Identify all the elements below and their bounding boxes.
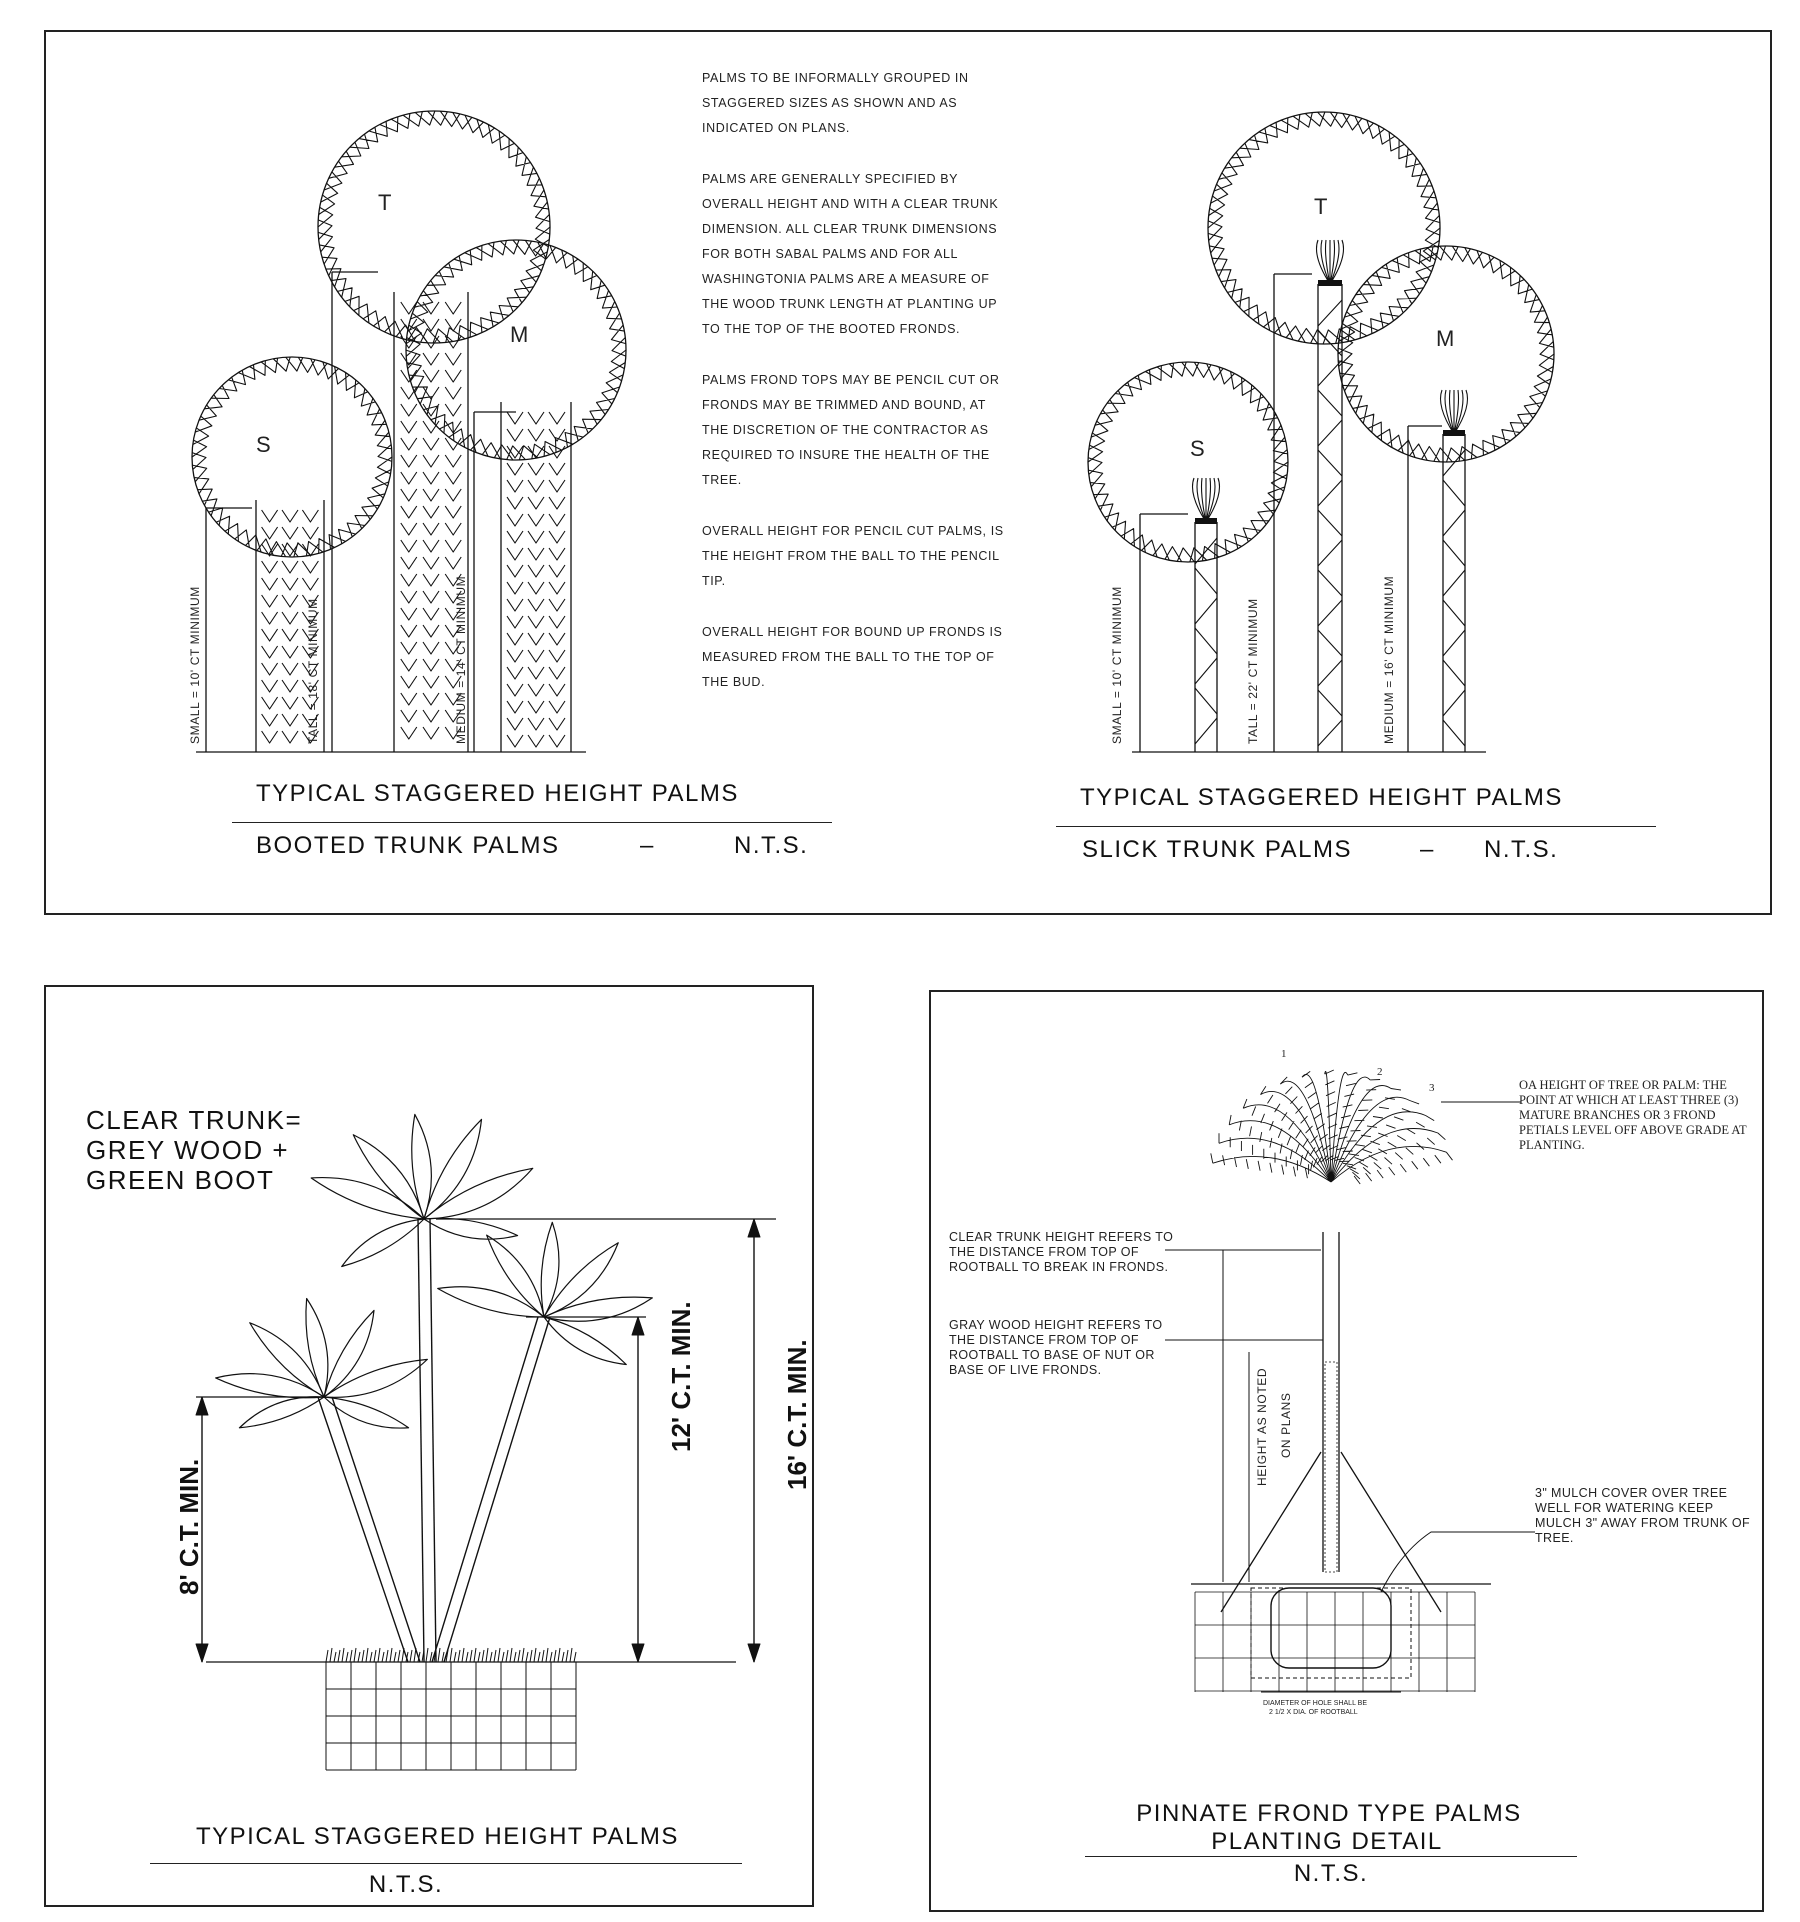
short-palm-frond: [324, 1359, 427, 1397]
gray-wood-section: [1325, 1362, 1337, 1572]
tall-slick-canopy: [1208, 112, 1440, 344]
note-5: OVERALL HEIGHT FOR BOUND UP FRONDS IS MEASURED FROM THE BALL TO THE TOP OF THE BUD.: [702, 625, 1003, 689]
mid-trunk-right: [444, 1317, 550, 1662]
tall-palm-frond: [424, 1119, 482, 1219]
tall-ct-dimension: TALL = 18' CT MINIMUM: [306, 598, 320, 744]
small-slick-trunk-collar: [1195, 518, 1217, 524]
booted-subtitle: BOOTED TRUNK PALMS: [256, 832, 560, 859]
gray-wood-height-note: GRAY WOOD HEIGHT REFERS TO THE DISTANCE FROM TOP OF ROOTBALL TO BASE OF NUT OR BASE OF LIVE FRONDS.: [949, 1318, 1163, 1377]
medium-slick-canopy: [1338, 246, 1554, 462]
pinnate-title-rule: [1085, 1856, 1577, 1857]
staggered-palms-panel: [44, 30, 1772, 915]
medium-booted-canopy-fronds: [406, 240, 626, 460]
oa-height-note: OA HEIGHT OF TREE OR PALM: THE POINT AT WHICH AT LEAST THREE (3) MATURE BRANCHES OR 3 FROND PETIALS LEVEL OFF ABOVE GRADE AT PLANTING.: [1519, 1078, 1747, 1152]
mid-palm-frond: [541, 1222, 559, 1317]
slick-subtitle: SLICK TRUNK PALMS: [1082, 836, 1353, 863]
small-slick-canopy-fronds: [1088, 362, 1288, 562]
tall-trunk-left: [418, 1219, 424, 1662]
dim-12ft: 12' C.T. MIN.: [666, 1301, 696, 1452]
short-palm-frond: [239, 1397, 324, 1428]
frond-number-1: 1: [1281, 1048, 1287, 1060]
rootball: [1271, 1588, 1391, 1668]
tall-booted-canopy: [318, 111, 550, 343]
booted-scale: N.T.S.: [734, 832, 809, 859]
dim-8ft-arrow-head-bottom: [196, 1644, 208, 1662]
mid-palm-frond: [544, 1243, 618, 1317]
dim-16ft-arrow-head-top: [748, 1219, 760, 1237]
clear-trunk-note-line: GREEN BOOT: [86, 1165, 275, 1195]
tall-palm-frond: [424, 1218, 518, 1239]
dim-12ft-arrow-head-bottom: [632, 1644, 644, 1662]
clear-trunk-panel: [44, 985, 814, 1907]
mid-palm-frond: [487, 1235, 544, 1317]
medium-slick-trunk-hatch: [1443, 450, 1465, 746]
medium-booted-trunk-boots: [507, 412, 565, 747]
slick-title-rule: [1056, 826, 1656, 827]
pinnate-subtitle: PLANTING DETAIL: [1211, 1828, 1443, 1855]
mid-trunk-left: [432, 1317, 538, 1662]
height-as-noted-label: HEIGHT AS NOTED: [1255, 1367, 1269, 1486]
slick-small-letter: S: [1190, 436, 1205, 461]
dim-16ft-arrow-head-bottom: [748, 1644, 760, 1662]
clear-trunk-note-line: GREY WOOD +: [86, 1135, 290, 1165]
small-slick-trunk-hatch: [1195, 538, 1217, 744]
slick-small-ct-dimension: SMALL = 10' CT MINIMUM: [1110, 586, 1124, 744]
tall-slick-canopy-fronds: [1208, 112, 1440, 344]
small-palm-letter: S: [256, 432, 271, 457]
slick-scale: N.T.S.: [1484, 836, 1559, 863]
slick-medium-ct-dimension: MEDIUM = 16' CT MINIMUM: [1382, 575, 1396, 744]
dim-12ft-arrow-head-top: [632, 1317, 644, 1335]
short-palm-frond: [216, 1374, 324, 1398]
slick-tall-letter: T: [1314, 194, 1328, 219]
dim-8ft: 8' C.T. MIN.: [174, 1458, 204, 1595]
frond-number-3: 3: [1429, 1082, 1435, 1094]
hole-diameter-note: DIAMETER OF HOLE SHALL BE: [1263, 1700, 1367, 1707]
clear-trunk-scale: N.T.S.: [368, 1871, 444, 1898]
pinnate-scale: N.T.S.: [1293, 1860, 1369, 1887]
slick-medium-letter: M: [1436, 326, 1455, 351]
slick-tall-ct-dimension: TALL = 22' CT MINIMUM: [1246, 598, 1260, 744]
small-slick-trunk-bud: [1193, 478, 1220, 522]
medium-slick-canopy-fronds: [1338, 246, 1554, 462]
tall-booted-trunk-boots: [401, 302, 461, 739]
tall-slick-trunk-bud: [1317, 240, 1344, 284]
short-palm-frond: [324, 1310, 374, 1397]
slick-dash: –: [1420, 836, 1435, 863]
small-ct-dimension: SMALL = 10' CT MINIMUM: [188, 586, 202, 744]
short-trunk-right: [332, 1397, 420, 1662]
mulch-leader: [1381, 1532, 1535, 1592]
clear-trunk-note-line: CLEAR TRUNK=: [86, 1105, 303, 1135]
short-palm-frond: [250, 1323, 324, 1397]
tall-trunk-right: [430, 1219, 436, 1662]
small-booted-canopy-fronds: [192, 357, 392, 557]
tall-booted-canopy-fronds: [318, 111, 550, 343]
clear-trunk-title: TYPICAL STAGGERED HEIGHT PALMS: [196, 1823, 679, 1850]
frond-number-2: 2: [1377, 1066, 1383, 1078]
medium-ct-dimension: MEDIUM = 14' CT MINIMUM: [454, 575, 468, 744]
booted-dash: –: [640, 832, 655, 859]
note-4: OVERALL HEIGHT FOR PENCIL CUT PALMS, IS THE HEIGHT FROM THE BALL TO THE PENCIL TIP.: [702, 524, 1004, 588]
tall-slick-trunk-collar: [1318, 280, 1342, 286]
on-plans-label: ON PLANS: [1279, 1392, 1293, 1458]
pinnate-detail-panel: [929, 990, 1764, 1912]
pinnate-title: PINNATE FROND TYPE PALMS: [1136, 1800, 1522, 1827]
clear-trunk-title-rule: [150, 1863, 742, 1864]
tall-palm-frond: [342, 1219, 424, 1267]
booted-title: TYPICAL STAGGERED HEIGHT PALMS: [256, 780, 739, 807]
hole-diameter-note-2: 2 1/2 X DIA. OF ROOTBALL: [1269, 1709, 1358, 1716]
tall-palm-frond: [311, 1178, 424, 1219]
dim-16ft: 16' C.T. MIN.: [782, 1339, 812, 1490]
medium-palm-letter: M: [510, 322, 529, 347]
mid-palm-frond: [544, 1317, 626, 1365]
clear-trunk-height-note: CLEAR TRUNK HEIGHT REFERS TO THE DISTANCE FROM TOP OF ROOTBALL TO BREAK IN FRONDS.: [949, 1230, 1174, 1274]
slick-title: TYPICAL STAGGERED HEIGHT PALMS: [1080, 784, 1563, 811]
note-2: PALMS ARE GENERALLY SPECIFIED BY OVERALL HEIGHT AND WITH A CLEAR TRUNK DIMENSION. ALL CLEAR TRUNK DIMENSIONS FOR BOTH SABAL PALMS AND FOR ALL WASHINGTONIA PALMS ARE A MEASURE OF THE WOOD TRUNK LENGTH AT PLANTING UP TO THE TOP OF THE BOOTED FRONDS.: [702, 172, 999, 336]
planting-hole: [1251, 1588, 1411, 1678]
medium-slick-trunk-bud: [1441, 390, 1468, 434]
tall-palm-letter: T: [378, 190, 392, 215]
small-booted-canopy: [192, 357, 392, 557]
ground-grass: [326, 1648, 576, 1662]
medium-slick-trunk-collar: [1443, 430, 1465, 436]
palm-notes: [702, 66, 1012, 721]
booted-title-rule: [232, 822, 832, 823]
short-trunk-left: [318, 1397, 408, 1662]
note-1: PALMS TO BE INFORMALLY GROUPED IN STAGGERED SIZES AS SHOWN AND AS INDICATED ON PLANS.: [702, 71, 969, 135]
pinnate-fronds: [1211, 1070, 1453, 1184]
small-slick-canopy: [1088, 362, 1288, 562]
clear-trunk-note: [86, 1105, 302, 1195]
note-3: PALMS FROND TOPS MAY BE PENCIL CUT OR FRONDS MAY BE TRIMMED AND BOUND, AT THE DISCRETION OF THE CONTRACTOR AS REQUIRED TO INSURE THE HEALTH OF THE TREE.: [702, 373, 1000, 487]
dim-8ft-arrow-head-top: [196, 1397, 208, 1415]
mulch-note: 3" MULCH COVER OVER TREE WELL FOR WATERING KEEP MULCH 3" AWAY FROM TRUNK OF TREE.: [1535, 1486, 1751, 1545]
